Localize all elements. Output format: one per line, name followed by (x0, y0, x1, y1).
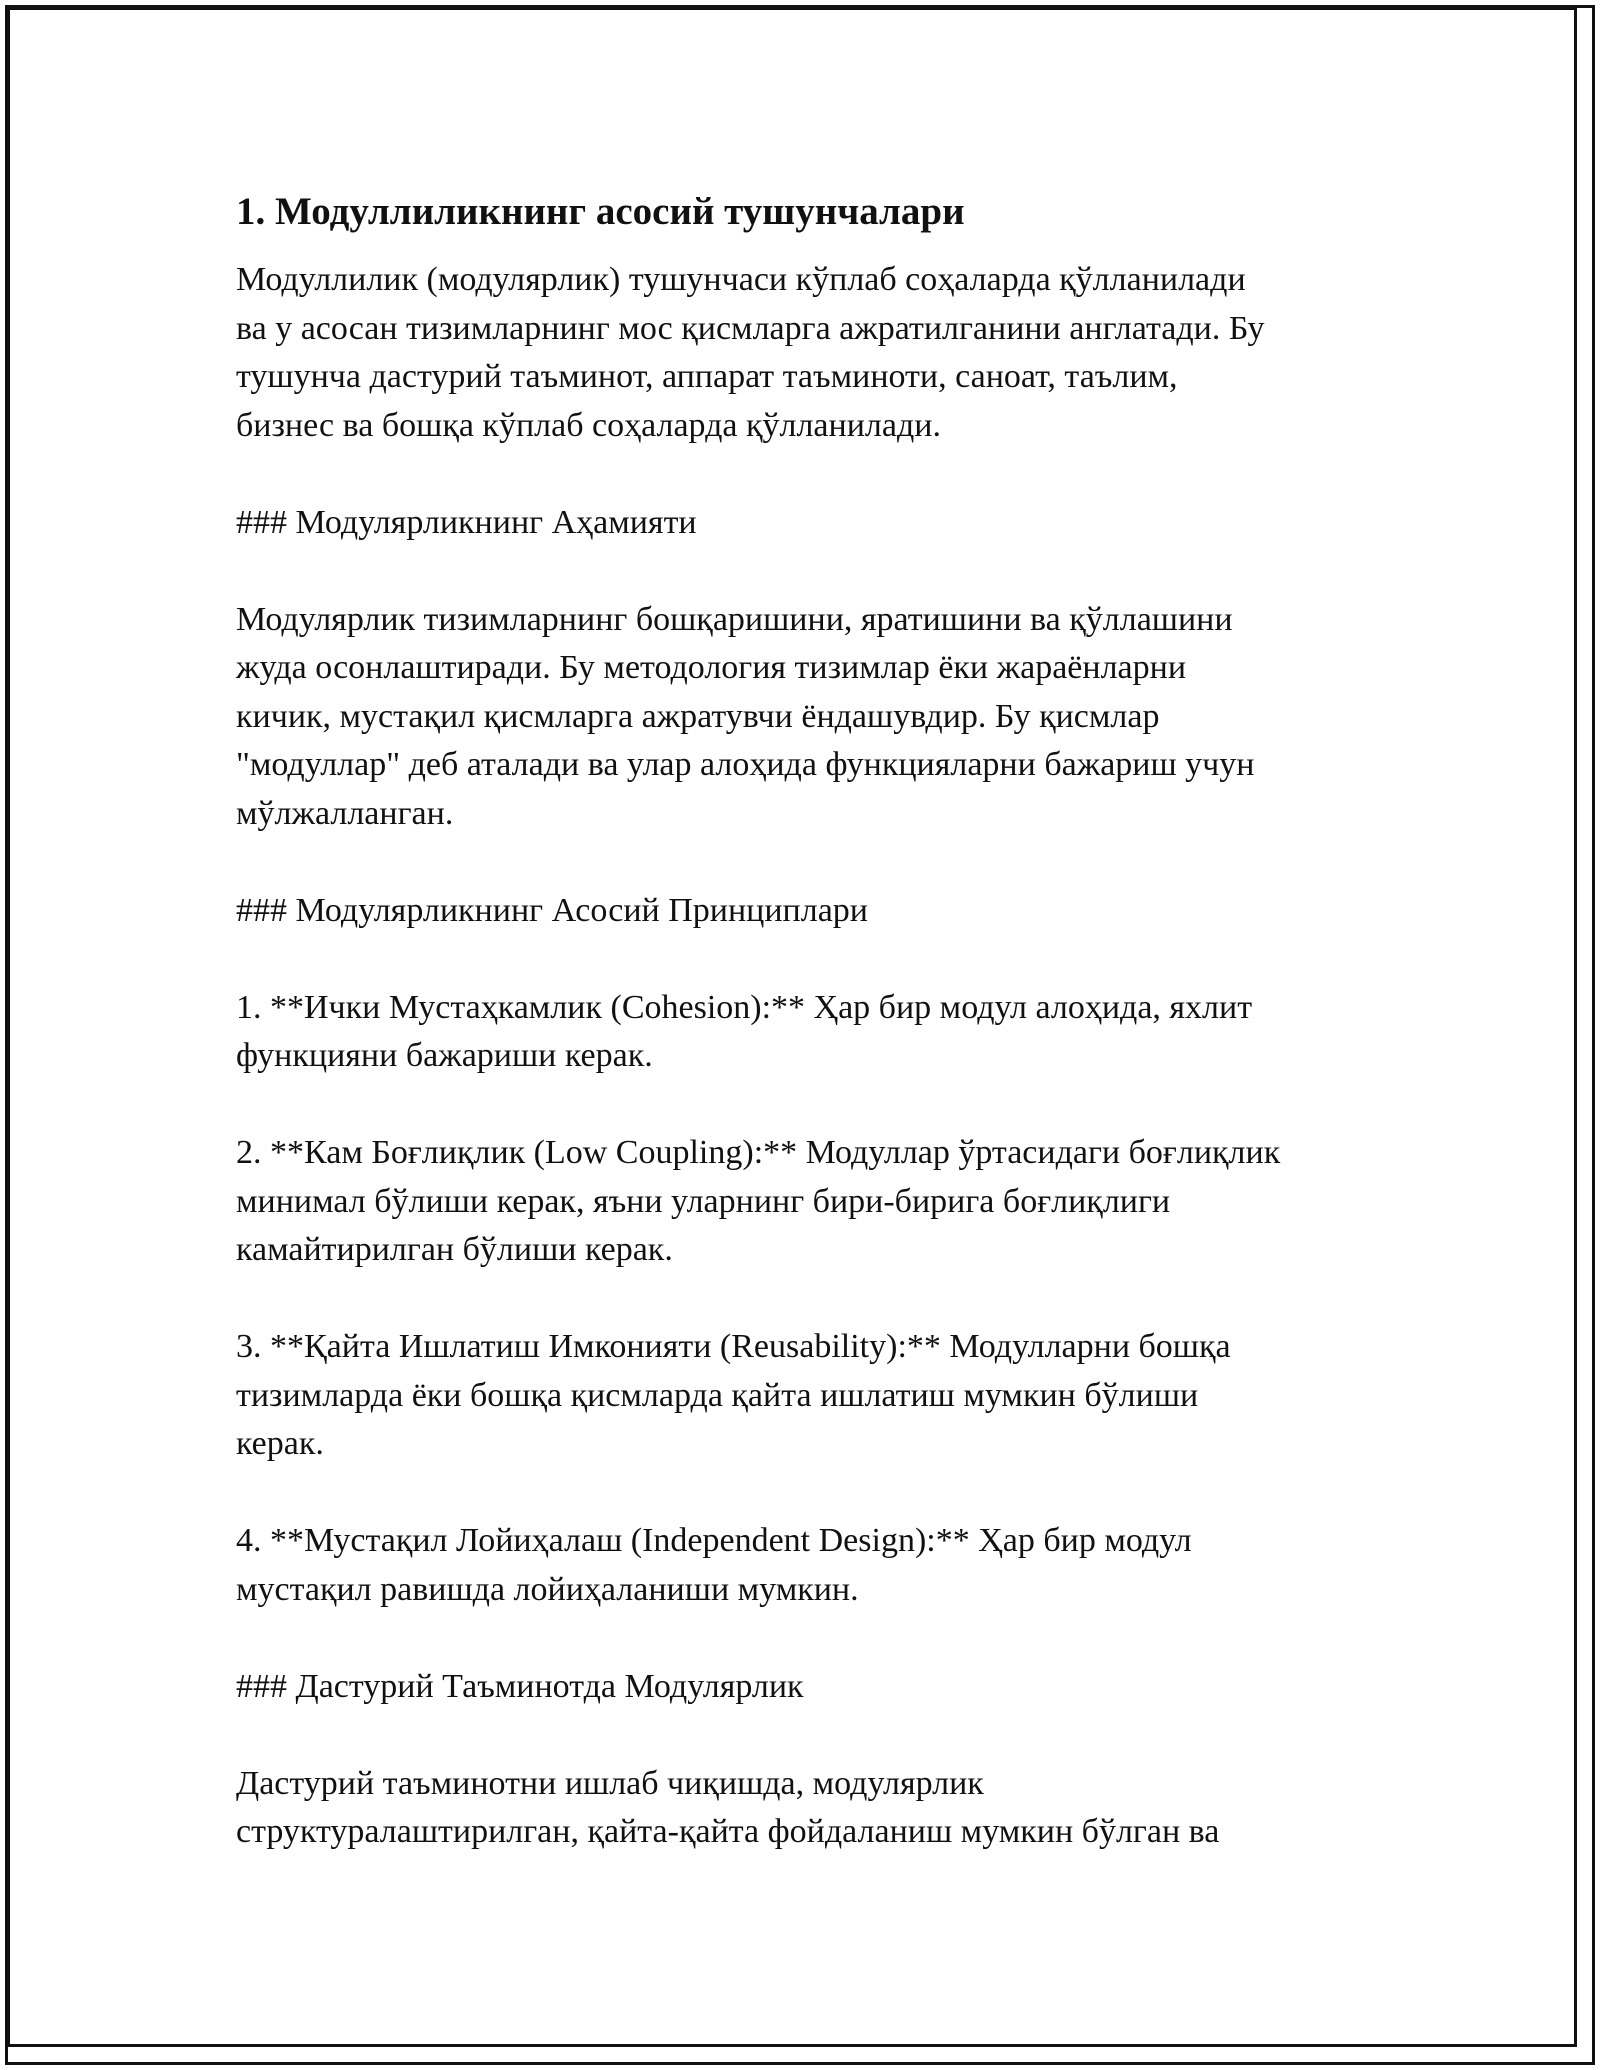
software-paragraph (236, 1760, 1396, 1857)
principle-item-independent-design (236, 1517, 1396, 1614)
document-title: 1. Модуллиликнинг асосий тушунчалари (236, 190, 965, 233)
text-line: тизимларда ёки бошқа қисмларда қайта ишлатиш мумкин бўлиши (236, 1376, 1199, 1414)
text-line: Дастурий таъминотни ишлаб чиқишда, модулярлик (236, 1764, 984, 1802)
text-line: камайтирилган бўлиши керак. (236, 1231, 673, 1268)
text-line: керак. (236, 1425, 324, 1462)
principle-item-reusability (236, 1323, 1396, 1469)
text-line: жуда осонлаштиради. Бу методология тизимлар ёки жараёнларни (236, 649, 1187, 686)
text-line: ва у асосан тизимларнинг мос қисмларга ажратилганини англатади. Бу (236, 309, 1265, 347)
section-heading-software: ### Дастурий Таъминотда Модулярлик (236, 1667, 804, 1705)
text-line: 3. **Қайта Ишлатиш Имконияти (Reusability):** Модулларни бошқа (236, 1328, 1231, 1365)
text-line: 2. **Кам Боғлиқлик (Low Coupling):** Модуллар ўртасидаги боғлиқлик (236, 1134, 1281, 1171)
text-line: Модуллилик (модулярлик) тушунчаси кўплаб соҳаларда қўлланилади (236, 261, 1246, 298)
text-line: функцияни бажариши керак. (236, 1037, 653, 1074)
text-line: 4. **Мустақил Лойиҳалаш (Independent Design):** Ҳар бир модул (236, 1522, 1192, 1559)
importance-paragraph (236, 596, 1396, 839)
section-heading-importance: ### Модулярликнинг Аҳамияти (236, 503, 697, 541)
text-line: мустақил равишда лойиҳаланиши мумкин. (236, 1570, 859, 1608)
text-line: тушунча дастурий таъминот, аппарат таъминоти, саноат, таълим, (236, 358, 1178, 395)
text-line: Модулярлик тизимларнинг бошқаришини, яратишини ва қўллашини (236, 600, 1233, 638)
text-line: "модуллар" деб аталади ва улар алоҳида функцияларни бажариш учун (236, 746, 1255, 783)
text-line: минимал бўлиши керак, яъни уларнинг бири-бирига боғлиқлиги (236, 1182, 1171, 1220)
intro-paragraph (236, 256, 1396, 450)
text-line: 1. **Ички Мустаҳкамлик (Cohesion):** Ҳар бир модул алоҳида, яхлит (236, 988, 1253, 1026)
text-line: мўлжалланган. (236, 794, 454, 832)
text-line: бизнес ва бошқа кўплаб соҳаларда қўлланилади. (236, 406, 941, 444)
section-heading-principles: ### Модулярликнинг Асосий Принциплари (236, 891, 868, 929)
document-page (236, 186, 1396, 1905)
text-line: кичик, мустақил қисмларга ажратувчи ёндашувдир. Бу қисмлар (236, 697, 1160, 735)
principle-item-coupling (236, 1129, 1396, 1275)
text-line: структуралаштирилган, қайта-қайта фойдаланиш мумкин бўлган ва (236, 1813, 1220, 1850)
principle-item-cohesion (236, 984, 1396, 1081)
